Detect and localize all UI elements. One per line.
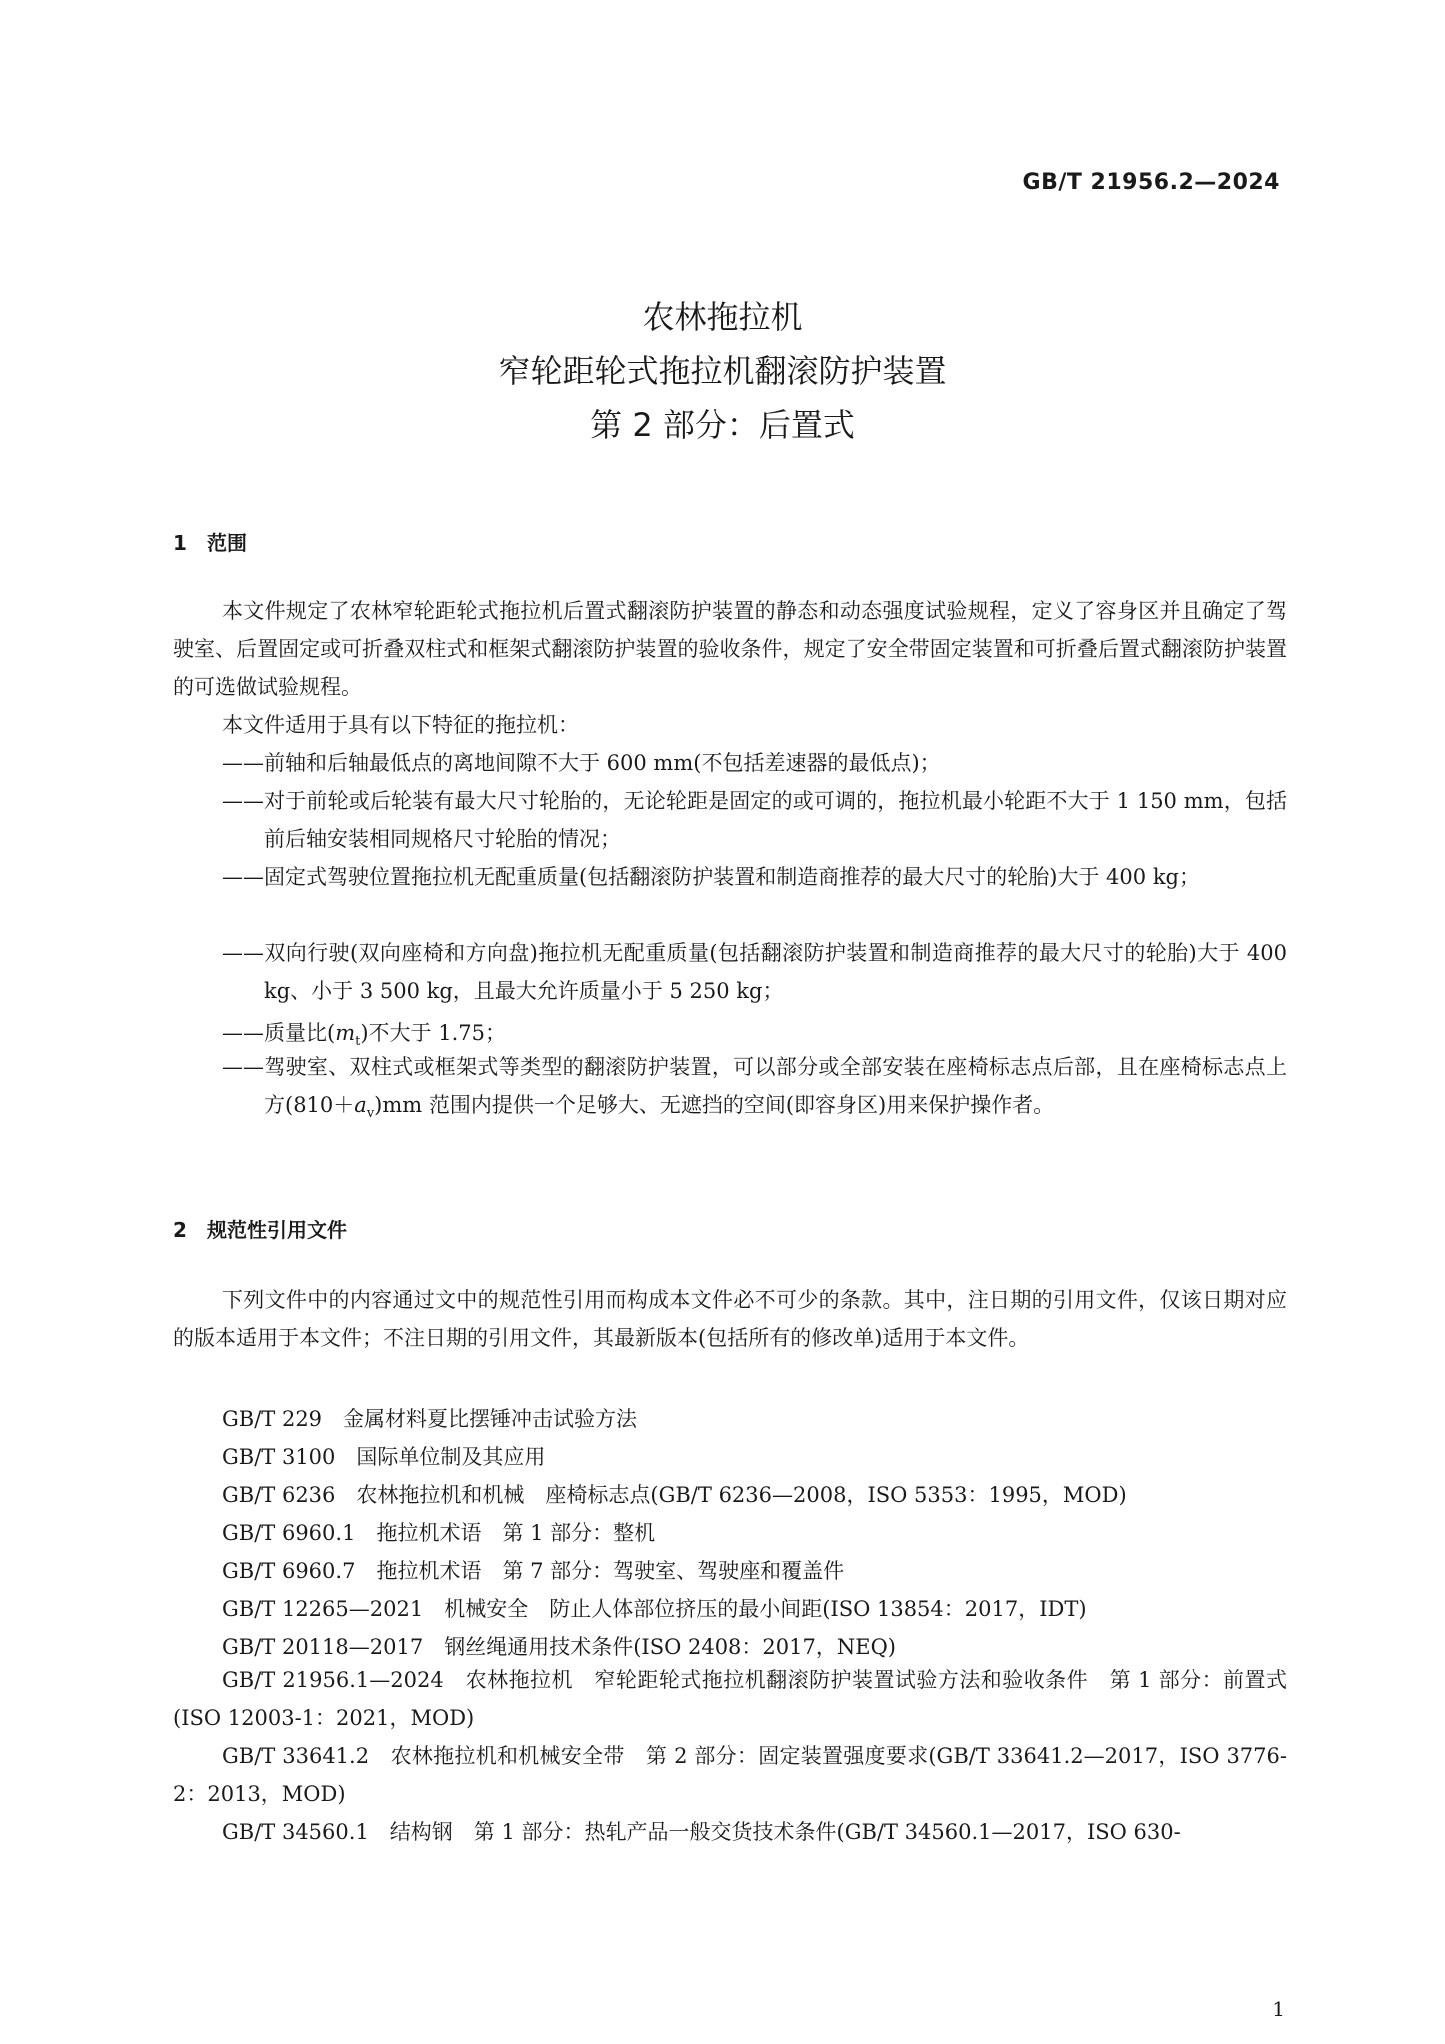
section-2-paragraph-1: 下列文件中的内容通过文中的规范性引用而构成本文件必不可少的条款。其中，注日期的引用文件，仅该日期对应的版本适用于本文件；不注日期的引用文件，其最新版本(包括所有的修改单)适用于本文件。 <box>173 1288 1287 1350</box>
page-number: 1 <box>1272 1997 1285 2021</box>
reference-item: GB/T 6236 农林拖拉机和机械 座椅标志点(GB/T 6236—2008，ISO 5353：1995，MOD) <box>222 1483 1127 1507</box>
scope-item-4: ——双向行驶(双向座椅和方向盘)拖拉机无配重质量(包括翻滚防护装置和制造商推荐的最大尺寸的轮胎)大于 400 kg、小于 3 500 kg，且最大允许质量小于 5 250 kg； <box>222 941 1287 1003</box>
mass-ratio-subscript: t <box>355 1034 361 1050</box>
section-2-heading <box>173 1214 347 1243</box>
reference-item-wrapped: GB/T 34560.1 结构钢 第 1 部分：热轧产品一般交货技术条件(GB/T 34560.1—2017，ISO 630- <box>222 1820 1181 1844</box>
title-line-2: 窄轮距轮式拖拉机翻滚防护装置 <box>498 352 947 390</box>
title-line-3: 第 2 部分：后置式 <box>590 406 855 444</box>
mass-ratio-symbol: m <box>335 1021 356 1045</box>
scope-item-6 <box>222 1048 1287 1133</box>
reference-item: GB/T 12265—2021 机械安全 防止人体部位挤压的最小间距(ISO 13854：2017，IDT) <box>222 1597 1087 1621</box>
section-1-paragraph-1: 本文件规定了农林窄轮距轮式拖拉机后置式翻滚防护装置的静态和动态强度试验规程，定义了容身区并且确定了驾驶室、后置固定或可折叠双柱式和框架式翻滚防护装置的验收条件，规定了安全带固定装置和可折叠后置式翻滚防护装置的可选做试验规程。 <box>173 599 1287 699</box>
scope-item-5 <box>222 1017 506 1049</box>
standard-number: GB/T 21956.2—2024 <box>1022 170 1280 195</box>
mass-ratio-prefix: ——质量比( <box>222 1021 336 1045</box>
reference-item: GB/T 20118—2017 钢丝绳通用技术条件(ISO 2408：2017，NEQ) <box>222 1635 896 1659</box>
scope-item-1: ——前轴和后轴最低点的离地间隙不大于 600 mm(不包括差速器的最低点)； <box>222 751 941 775</box>
section-2-number: 2 <box>173 1218 187 1242</box>
reference-item: GB/T 6960.1 拖拉机术语 第 1 部分：整机 <box>222 1521 656 1545</box>
scope-item-6-rest: )mm 范围内提供一个足够大、无遮挡的空间(即容身区)用来保护操作者。 <box>374 1093 1055 1117</box>
reference-item: GB/T 229 金属材料夏比摆锤冲击试验方法 <box>222 1407 638 1431</box>
document-title <box>0 290 1445 452</box>
reference-item-wrapped: GB/T 33641.2 农林拖拉机和机械安全带 第 2 部分：固定装置强度要求(GB/T 33641.2—2017，ISO 3776-2：2013，MOD) <box>173 1744 1287 1806</box>
section-1-paragraph-2: 本文件适用于具有以下特征的拖拉机： <box>222 713 579 737</box>
mass-ratio-suffix: )不大于 1.75； <box>360 1021 506 1045</box>
reference-item-wrapped: GB/T 21956.1—2024 农林拖拉机 窄轮距轮式拖拉机翻滚防护装置试验方法和验收条件 第 1 部分：前置式(ISO 12003-1：2021，MOD) <box>173 1668 1287 1730</box>
scope-item-6-subscript: v <box>366 1106 375 1122</box>
title-line-1: 农林拖拉机 <box>642 298 803 336</box>
scope-item-3: ——固定式驾驶位置拖拉机无配重质量(包括翻滚防护装置和制造商推荐的最大尺寸的轮胎)大于 400 kg； <box>222 865 1200 889</box>
scope-item-6-text: ——驾驶室、双柱式或框架式等类型的翻滚防护装置，可以部分或全部安装在座椅标志点后部，且在座椅标志点上方(810＋ <box>222 1055 1287 1117</box>
section-1-heading <box>173 527 247 556</box>
section-1-title: 范围 <box>207 531 247 555</box>
scope-item-2: ——对于前轮或后轮装有最大尺寸轮胎的，无论轮距是固定的或可调的，拖拉机最小轮距不大于 1 150 mm，包括前后轴安装相同规格尺寸轮胎的情况； <box>222 789 1287 851</box>
section-1-number: 1 <box>173 531 187 555</box>
reference-item: GB/T 3100 国际单位制及其应用 <box>222 1445 546 1469</box>
section-2-title: 规范性引用文件 <box>207 1218 347 1242</box>
reference-item: GB/T 6960.7 拖拉机术语 第 7 部分：驾驶室、驾驶座和覆盖件 <box>222 1559 845 1583</box>
scope-item-6-symbol: a <box>354 1093 367 1117</box>
